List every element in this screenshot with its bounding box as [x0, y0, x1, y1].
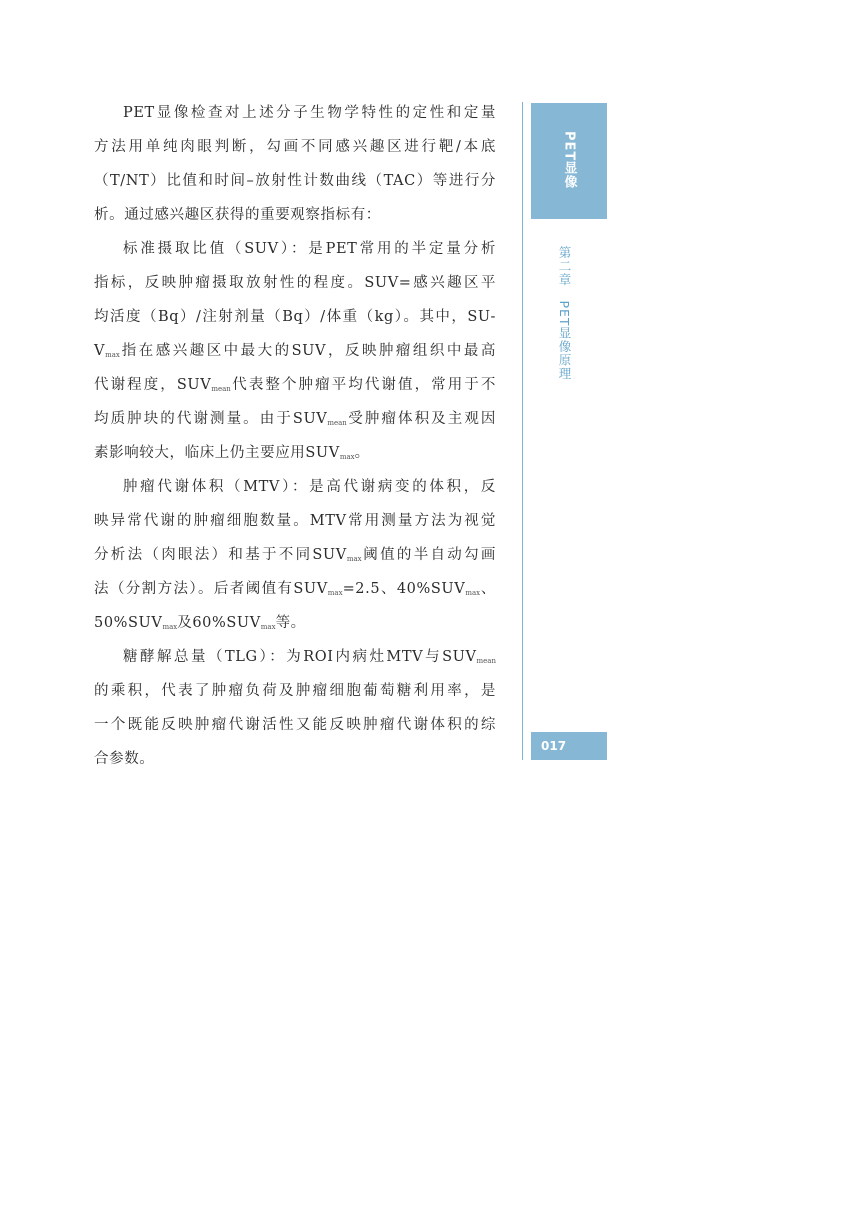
- text-line: [94, 606, 496, 640]
- text-run: V: [94, 343, 106, 359]
- text-run: 法（分割方法）。后者阈值有SUV: [94, 581, 328, 597]
- subscript: max: [162, 623, 178, 631]
- text-line: 方法用单纯肉眼判断，勾画不同感兴趣区进行靶/本底: [94, 139, 496, 155]
- chapter-header: [555, 246, 573, 381]
- subscript: mean: [476, 657, 496, 665]
- text-line: （T/NT）比值和时间–放射性计数曲线（TAC）等进行分: [94, 173, 496, 189]
- text-run: 、: [480, 581, 496, 597]
- text-run: 50%SUV: [94, 615, 163, 631]
- text-line: 一个既能反映肿瘤代谢活性又能反映肿瘤代谢体积的综: [94, 717, 496, 733]
- text-run: =2.5、40%SUV: [342, 581, 466, 597]
- text-line: 均活度（Bq）/注射剂量（Bq）/体重（kg）。其中，SU-: [94, 309, 496, 325]
- text-run: 受肿瘤体积及主观因: [346, 411, 496, 427]
- text-run: 及60%SUV: [177, 615, 261, 631]
- paragraph-pet-analysis: [94, 96, 496, 232]
- text-run: 代表整个肿瘤平均代谢值，常用于不: [230, 377, 496, 393]
- text-line: PET显像检查对上述分子生物学特性的定性和定量: [123, 105, 496, 121]
- text-line: [94, 572, 496, 606]
- text-run: 糖酵解总量（TLG）：为ROI内病灶MTV与SUV: [123, 649, 477, 665]
- subscript: max: [346, 555, 362, 563]
- subscript: max: [260, 623, 276, 631]
- chapter-title: PET显像原理: [557, 300, 572, 381]
- text-line: 标准摄取比值（SUV）：是PET常用的半定量分析: [123, 241, 496, 257]
- text-line: 的乘积，代表了肿瘤负荷及肿瘤细胞葡萄糖利用率，是: [94, 683, 496, 699]
- page-number: 017: [531, 732, 607, 760]
- subscript: max: [105, 351, 120, 359]
- text-line: [94, 538, 496, 572]
- text-line: [94, 334, 496, 368]
- text-run: 等。: [275, 615, 306, 631]
- text-run: 阈值的半自动勾画: [361, 547, 496, 563]
- text-run: 。: [354, 445, 370, 461]
- subscript: max: [339, 453, 355, 461]
- text-line: [94, 368, 496, 402]
- margin-divider: [522, 102, 523, 760]
- text-line: [94, 640, 496, 674]
- chapter-label: 第二章: [557, 246, 572, 287]
- text-line: 析。通过感兴趣区获得的重要观察指标有：: [94, 207, 381, 223]
- page-body: [94, 96, 496, 776]
- text-line: [94, 436, 496, 470]
- paragraph-tlg: [94, 640, 496, 776]
- text-line: 映异常代谢的肿瘤细胞数量。MTV常用测量方法为视觉: [94, 513, 496, 529]
- section-title: PET显像: [561, 131, 577, 190]
- section-tab: [531, 103, 607, 219]
- text-line: 合参数。: [94, 751, 155, 767]
- text-line: [94, 402, 496, 436]
- subscript: mean: [211, 385, 231, 393]
- paragraph-mtv: [94, 470, 496, 640]
- text-line: 肿瘤代谢体积（MTV）：是高代谢病变的体积，反: [123, 479, 496, 495]
- text-run: 指在感兴趣区中最大的SUV，反映肿瘤组织中最高: [119, 343, 496, 359]
- paragraph-suv: [94, 232, 496, 470]
- text-run: 分析法（肉眼法）和基于不同SUV: [94, 547, 347, 563]
- text-run: 均质肿块的代谢测量。由于SUV: [94, 411, 328, 427]
- text-run: 素影响较大，临床上仍主要应用SUV: [94, 445, 340, 461]
- subscript: max: [327, 589, 343, 597]
- text-line: 指标，反映肿瘤摄取放射性的程度。SUV=感兴趣区平: [94, 275, 496, 291]
- text-run: 代谢程度，SUV: [94, 377, 212, 393]
- subscript: max: [465, 589, 481, 597]
- subscript: mean: [327, 419, 347, 427]
